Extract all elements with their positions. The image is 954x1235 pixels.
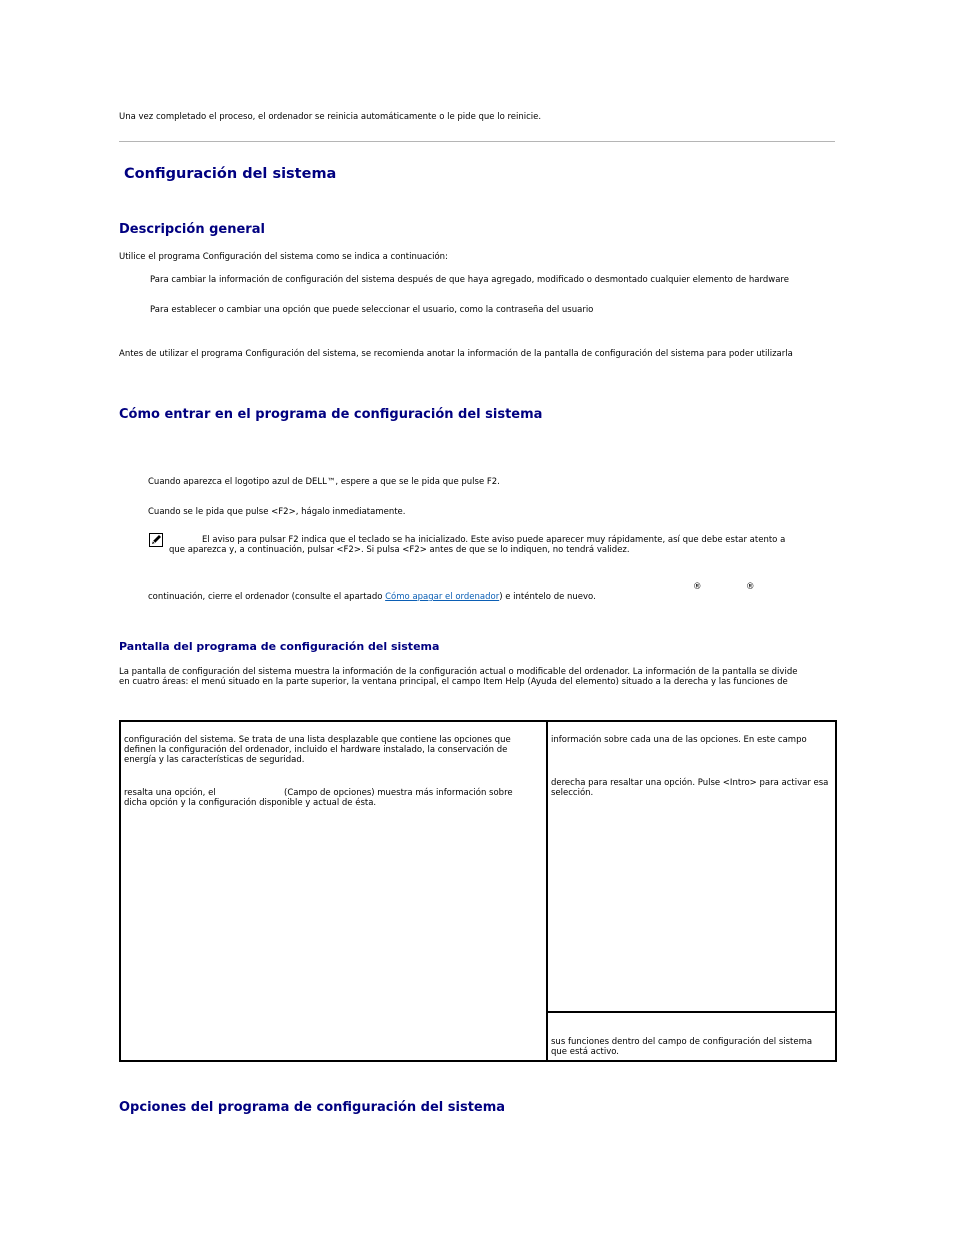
retry-text	[148, 592, 596, 602]
shutdown-link[interactable]: Cómo apagar el ordenador	[385, 592, 500, 602]
screen-para-line-1: La pantalla de configuración del sistema muestra la información de la configuración actual o modificable del ordenador. La información de la pantalla se divide	[119, 667, 798, 677]
overview-lead: Utilice el programa Configuración del sistema como se indica a continuación:	[119, 252, 448, 262]
divider	[119, 141, 835, 142]
options-field-text-a: resalta una opción, el	[124, 788, 216, 798]
options-field-text-b: (Campo de opciones) muestra más información sobre	[284, 788, 513, 798]
table-row-divider	[546, 1011, 835, 1013]
note-icon	[149, 533, 163, 547]
overview-bullet-hardware: Para cambiar la información de configuración del sistema después de que haya agregado, modificado o desmontado cualquier elemento de hardware	[150, 275, 789, 285]
registered-mark-1: ®	[693, 582, 702, 592]
overview-bullet-password: Para establecer o cambiar una opción que puede seleccionar el usuario, como la contraseña del usuario	[150, 305, 594, 315]
main-window-description: configuración del sistema. Se trata de una lista desplazable que contiene las opciones que definen la configuración del ordenador, incluido el hardware instalado, la conservación de energía y las características de seguridad.	[124, 735, 511, 765]
note-text-line-2: que aparezca y, a continuación, pulsar <F2>. Si pulsa <F2> antes de que se lo indiquen, no tendrá validez.	[169, 545, 630, 555]
enter-heading: Cómo entrar en el programa de configuración del sistema	[119, 407, 543, 422]
options-heading: Opciones del programa de configuración del sistema	[119, 1100, 506, 1115]
overview-advice: Antes de utilizar el programa Configuración del sistema, se recomienda anotar la información de la pantalla de configuración del sistema para poder utilizarla	[119, 349, 793, 359]
table-column-divider	[546, 720, 548, 1061]
page-title: Configuración del sistema	[124, 166, 337, 182]
enter-step-2: Cuando se le pida que pulse <F2>, hágalo inmediatamente.	[148, 507, 406, 517]
screen-para-line-2: en cuatro áreas: el menú situado en la parte superior, la ventana principal, el campo Item Help (Ayuda del elemento) situado a la derecha y las funciones de	[119, 677, 788, 687]
screen-heading: Pantalla del programa de configuración del sistema	[119, 640, 440, 653]
note-text-line-1: El aviso para pulsar F2 indica que el teclado se ha inicializado. Este aviso puede aparecer muy rápidamente, así que debe estar atento a	[202, 535, 786, 545]
retry-text-before: continuación, cierre el ordenador (consulte el apartado	[148, 592, 386, 602]
item-help-navigation: derecha para resaltar una opción. Pulse <Intro> para activar esa selección.	[551, 778, 829, 798]
enter-step-1: Cuando aparezca el logotipo azul de DELL™, espere a que se le pida que pulse F2.	[148, 477, 500, 487]
key-functions-description: sus funciones dentro del campo de configuración del sistema que está activo.	[551, 1037, 813, 1057]
overview-heading: Descripción general	[119, 222, 265, 237]
retry-text-after: ) e inténtelo de nuevo.	[499, 592, 596, 602]
options-field-text-c: dicha opción y la configuración disponible y actual de ésta.	[124, 798, 377, 808]
registered-mark-2: ®	[746, 582, 755, 592]
item-help-description: información sobre cada una de las opciones. En este campo	[551, 735, 807, 745]
intro-text: Una vez completado el proceso, el ordenador se reinicia automáticamente o le pide que lo reinicie.	[119, 112, 542, 122]
